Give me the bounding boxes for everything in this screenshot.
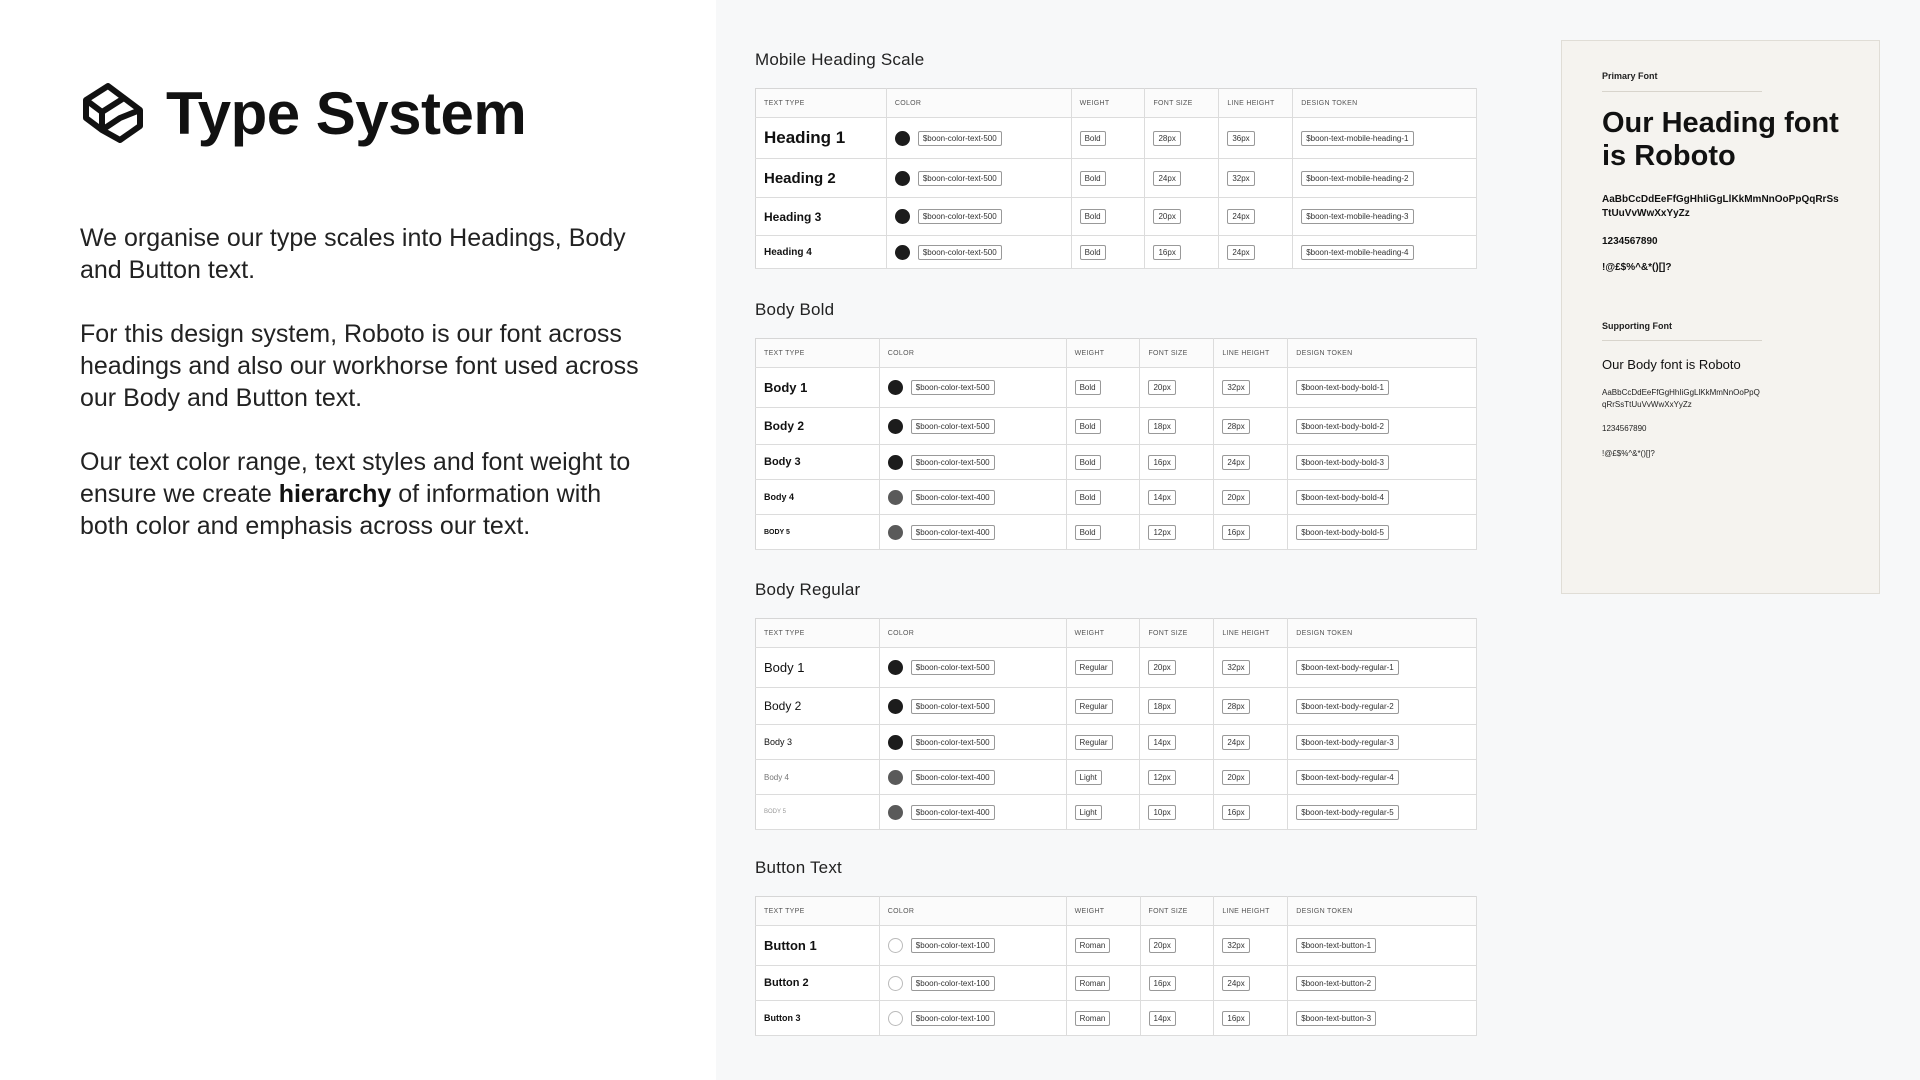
color-token: $boon-color-text-500 (918, 131, 1002, 146)
table-header-row (756, 89, 1477, 118)
text-type-sample: Button 3 (756, 1001, 880, 1036)
column-header: FONT SIZE (1140, 897, 1214, 926)
color-cell (879, 966, 1066, 1001)
table-row (756, 648, 1477, 688)
color-swatch (888, 699, 903, 714)
color-swatch (888, 660, 903, 675)
column-header: DESIGN TOKEN (1288, 619, 1477, 648)
color-cell (879, 926, 1066, 966)
table-header-row (756, 619, 1477, 648)
color-token: $boon-color-text-500 (911, 380, 995, 395)
design-token-tag: $boon-text-mobile-heading-2 (1301, 171, 1413, 186)
table-row (756, 445, 1477, 480)
font-size-cell (1140, 926, 1214, 966)
column-header: TEXT TYPE (756, 89, 887, 118)
weight-tag: Regular (1075, 735, 1113, 750)
intro-text-part: Our text color range, text styles and font weight to ensure we create (80, 448, 631, 508)
font-size-tag: 14px (1148, 735, 1175, 750)
design-token-tag: $boon-text-body-bold-3 (1296, 455, 1389, 470)
design-token-tag: $boon-text-body-regular-4 (1296, 770, 1399, 785)
supporting-font-numbers: 1234567890 (1602, 424, 1647, 433)
table-row (756, 725, 1477, 760)
table-row (756, 760, 1477, 795)
column-header: DESIGN TOKEN (1293, 89, 1477, 118)
color-token: $boon-color-text-500 (918, 209, 1002, 224)
column-header: TEXT TYPE (756, 897, 880, 926)
weight-tag: Light (1075, 805, 1102, 820)
weight-cell (1066, 725, 1140, 760)
column-header: WEIGHT (1066, 339, 1140, 368)
weight-tag: Light (1075, 770, 1102, 785)
color-swatch (888, 455, 903, 470)
color-swatch (888, 419, 903, 434)
column-header: COLOR (886, 89, 1071, 118)
column-header: COLOR (879, 619, 1066, 648)
color-token: $boon-color-text-500 (911, 699, 995, 714)
column-header: COLOR (879, 339, 1066, 368)
line-height-tag: 36px (1227, 131, 1254, 146)
table-row (756, 515, 1477, 550)
design-token-cell (1288, 368, 1477, 408)
color-swatch (888, 735, 903, 750)
column-header: WEIGHT (1071, 89, 1145, 118)
font-size-tag: 20px (1149, 938, 1176, 953)
table-row (756, 1001, 1477, 1036)
design-token-tag: $boon-text-mobile-heading-1 (1301, 131, 1413, 146)
line-height-cell (1214, 445, 1288, 480)
color-cell (879, 1001, 1066, 1036)
primary-font-alphabet: AaBbCcDdEeFfGgHhIiGgLlKkMmNnOoPpQqRrSsTtUuVvWwXxYyZz (1602, 194, 1839, 219)
text-type-sample: BODY 5 (756, 515, 880, 550)
design-token-cell (1288, 926, 1477, 966)
color-token: $boon-color-text-400 (911, 490, 995, 505)
color-cell (879, 795, 1066, 830)
line-height-tag: 20px (1222, 770, 1249, 785)
design-token-cell (1288, 795, 1477, 830)
color-swatch (895, 245, 910, 260)
color-cell (879, 445, 1066, 480)
line-height-tag: 32px (1222, 938, 1249, 953)
column-header: WEIGHT (1066, 619, 1140, 648)
column-header: COLOR (879, 897, 1066, 926)
table-header-row (756, 339, 1477, 368)
line-height-cell (1214, 515, 1288, 550)
column-header: TEXT TYPE (756, 619, 880, 648)
column-header: FONT SIZE (1140, 339, 1214, 368)
font-size-cell (1140, 1001, 1214, 1036)
line-height-tag: 20px (1222, 490, 1249, 505)
weight-cell (1071, 198, 1145, 236)
column-header: DESIGN TOKEN (1288, 897, 1477, 926)
color-swatch (888, 938, 903, 953)
color-token: $boon-color-text-500 (911, 455, 995, 470)
weight-tag: Bold (1075, 490, 1101, 505)
text-type-sample: Body 3 (756, 445, 880, 480)
table-row (756, 236, 1477, 269)
color-cell (886, 118, 1071, 159)
font-size-cell (1145, 118, 1219, 159)
text-type-sample: Body 4 (756, 760, 880, 795)
design-token-cell (1293, 198, 1477, 236)
color-swatch (895, 209, 910, 224)
type-scale-table (755, 338, 1477, 550)
line-height-tag: 16px (1222, 1011, 1249, 1026)
design-token-cell (1288, 760, 1477, 795)
page-header (80, 78, 526, 149)
design-token-tag: $boon-text-body-regular-5 (1296, 805, 1399, 820)
text-type-sample: Body 2 (756, 688, 880, 725)
font-size-tag: 20px (1148, 660, 1175, 675)
primary-font-symbols: !@£$%^&*()[]? (1602, 262, 1672, 273)
text-type-sample: Heading 2 (756, 159, 887, 198)
type-scale-section (755, 580, 1477, 830)
column-header: LINE HEIGHT (1214, 897, 1288, 926)
divider (1602, 91, 1762, 92)
intro-paragraph-1: We organise our type scales into Headings, Body and Button text. (80, 224, 626, 284)
column-header: WEIGHT (1066, 897, 1140, 926)
color-cell (886, 198, 1071, 236)
design-token-tag: $boon-text-button-1 (1296, 938, 1376, 953)
table-row (756, 198, 1477, 236)
design-token-cell (1288, 515, 1477, 550)
line-height-cell (1214, 368, 1288, 408)
text-type-sample: Button 1 (756, 926, 880, 966)
weight-tag: Regular (1075, 699, 1113, 714)
color-cell (879, 515, 1066, 550)
color-cell (886, 159, 1071, 198)
text-type-sample: Heading 3 (756, 198, 887, 236)
type-scale-section (755, 858, 1477, 1036)
weight-tag: Bold (1075, 419, 1101, 434)
weight-cell (1066, 688, 1140, 725)
line-height-tag: 24px (1222, 976, 1249, 991)
column-header: DESIGN TOKEN (1288, 339, 1477, 368)
text-type-sample: BODY 5 (756, 795, 880, 830)
font-size-tag: 14px (1149, 1011, 1176, 1026)
font-size-tag: 16px (1149, 976, 1176, 991)
type-scale-section (755, 50, 1477, 269)
weight-tag: Bold (1075, 455, 1101, 470)
line-height-cell (1214, 795, 1288, 830)
font-size-cell (1140, 966, 1214, 1001)
line-height-cell (1214, 926, 1288, 966)
color-swatch (888, 525, 903, 540)
table-row (756, 408, 1477, 445)
weight-cell (1071, 236, 1145, 269)
font-size-tag: 24px (1153, 171, 1180, 186)
color-token: $boon-color-text-500 (911, 735, 995, 750)
line-height-cell (1214, 966, 1288, 1001)
color-token: $boon-color-text-400 (911, 770, 995, 785)
weight-tag: Roman (1075, 1011, 1111, 1026)
weight-tag: Bold (1075, 380, 1101, 395)
font-size-cell (1140, 760, 1214, 795)
line-height-tag: 16px (1222, 805, 1249, 820)
line-height-tag: 16px (1222, 525, 1249, 540)
design-token-tag: $boon-text-body-regular-2 (1296, 699, 1399, 714)
intro-text-part: of information with both color and emphasis across our text. (80, 480, 602, 540)
color-cell (879, 408, 1066, 445)
weight-cell (1066, 795, 1140, 830)
text-type-sample: Body 1 (756, 368, 880, 408)
primary-font-heading: Our Heading font is Roboto (1602, 107, 1839, 172)
design-token-tag: $boon-text-button-2 (1296, 976, 1376, 991)
font-size-tag: 16px (1153, 245, 1180, 260)
text-type-sample: Body 2 (756, 408, 880, 445)
weight-cell (1066, 760, 1140, 795)
color-cell (879, 688, 1066, 725)
weight-cell (1066, 1001, 1140, 1036)
weight-cell (1066, 368, 1140, 408)
font-size-cell (1140, 480, 1214, 515)
supporting-font-symbols: !@£$%^&*()[]? (1602, 449, 1655, 458)
color-cell (879, 480, 1066, 515)
design-token-tag: $boon-text-body-bold-5 (1296, 525, 1389, 540)
design-token-tag: $boon-text-button-3 (1296, 1011, 1376, 1026)
line-height-tag: 28px (1222, 699, 1249, 714)
line-height-cell (1219, 159, 1293, 198)
font-size-cell (1145, 236, 1219, 269)
line-height-cell (1214, 480, 1288, 515)
table-row (756, 480, 1477, 515)
column-header: LINE HEIGHT (1214, 339, 1288, 368)
text-type-sample: Body 3 (756, 725, 880, 760)
weight-tag: Bold (1075, 525, 1101, 540)
text-type-sample: Heading 1 (756, 118, 887, 159)
line-height-cell (1214, 1001, 1288, 1036)
color-token: $boon-color-text-500 (918, 245, 1002, 260)
color-cell (886, 236, 1071, 269)
weight-tag: Roman (1075, 976, 1111, 991)
design-token-tag: $boon-text-mobile-heading-3 (1301, 209, 1413, 224)
line-height-cell (1214, 688, 1288, 725)
design-token-tag: $boon-text-body-regular-3 (1296, 735, 1399, 750)
color-token: $boon-color-text-100 (911, 1011, 995, 1026)
design-token-cell (1288, 1001, 1477, 1036)
color-swatch (888, 380, 903, 395)
weight-cell (1071, 159, 1145, 198)
section-title: Body Regular (755, 580, 861, 599)
primary-font-numbers: 1234567890 (1602, 236, 1658, 247)
line-height-cell (1214, 725, 1288, 760)
column-header: TEXT TYPE (756, 339, 880, 368)
table-row (756, 795, 1477, 830)
font-size-cell (1140, 725, 1214, 760)
cube-logo-icon (80, 78, 166, 149)
line-height-cell (1219, 198, 1293, 236)
design-token-cell (1293, 236, 1477, 269)
design-token-cell (1293, 118, 1477, 159)
column-header: LINE HEIGHT (1219, 89, 1293, 118)
design-token-tag: $boon-text-body-regular-1 (1296, 660, 1399, 675)
line-height-cell (1214, 760, 1288, 795)
text-type-sample: Button 2 (756, 966, 880, 1001)
color-token: $boon-color-text-500 (911, 419, 995, 434)
font-size-cell (1145, 159, 1219, 198)
color-token: $boon-color-text-400 (911, 525, 995, 540)
font-size-tag: 16px (1148, 455, 1175, 470)
design-token-tag: $boon-text-body-bold-1 (1296, 380, 1389, 395)
weight-tag: Bold (1080, 245, 1106, 260)
font-size-tag: 18px (1148, 419, 1175, 434)
table-row (756, 688, 1477, 725)
color-swatch (888, 770, 903, 785)
font-size-tag: 12px (1148, 525, 1175, 540)
line-height-cell (1219, 118, 1293, 159)
weight-tag: Bold (1080, 171, 1106, 186)
table-row (756, 159, 1477, 198)
color-swatch (888, 1011, 903, 1026)
intro-panel (0, 0, 716, 1080)
text-type-sample: Heading 4 (756, 236, 887, 269)
section-title: Mobile Heading Scale (755, 50, 925, 69)
design-token-cell (1288, 688, 1477, 725)
design-token-cell (1288, 480, 1477, 515)
type-scale-table (755, 88, 1477, 269)
weight-cell (1066, 926, 1140, 966)
table-row (756, 926, 1477, 966)
design-token-cell (1293, 159, 1477, 198)
intro-emphasis: hierarchy (278, 480, 392, 508)
line-height-tag: 32px (1222, 660, 1249, 675)
font-size-tag: 18px (1148, 699, 1175, 714)
supporting-font-heading: Our Body font is Roboto (1602, 357, 1741, 372)
line-height-cell (1219, 236, 1293, 269)
intro-paragraph-3 (80, 446, 650, 542)
color-cell (879, 368, 1066, 408)
weight-tag: Regular (1075, 660, 1113, 675)
font-size-tag: 12px (1148, 770, 1175, 785)
color-cell (879, 760, 1066, 795)
design-token-tag: $boon-text-body-bold-2 (1296, 419, 1389, 434)
weight-cell (1066, 408, 1140, 445)
color-token: $boon-color-text-500 (911, 660, 995, 675)
font-specimen-card (1561, 40, 1880, 594)
line-height-cell (1214, 408, 1288, 445)
font-size-tag: 10px (1148, 805, 1175, 820)
font-size-tag: 14px (1148, 490, 1175, 505)
weight-tag: Bold (1080, 209, 1106, 224)
section-title: Body Bold (755, 300, 835, 319)
font-size-tag: 20px (1148, 380, 1175, 395)
line-height-tag: 32px (1227, 171, 1254, 186)
intro-paragraph-2: For this design system, Roboto is our font across headings and also our workhorse font used across our Body and Button text. (80, 320, 639, 412)
design-token-cell (1288, 445, 1477, 480)
column-header: FONT SIZE (1145, 89, 1219, 118)
page-title: Type System (166, 80, 527, 147)
weight-tag: Bold (1080, 131, 1106, 146)
line-height-tag: 24px (1222, 735, 1249, 750)
font-size-tag: 20px (1153, 209, 1180, 224)
primary-font-label: Primary Font (1602, 71, 1658, 81)
weight-cell (1066, 480, 1140, 515)
design-token-tag: $boon-text-body-bold-4 (1296, 490, 1389, 505)
table-header-row (756, 897, 1477, 926)
line-height-tag: 24px (1222, 455, 1249, 470)
font-size-cell (1140, 445, 1214, 480)
supporting-font-alphabet: AaBbCcDdEeFfGgHhIiGgLlKkMmNnOoPpQqRrSsTtUuVvWwXxYyZz (1602, 388, 1760, 409)
color-swatch (895, 131, 910, 146)
line-height-cell (1214, 648, 1288, 688)
weight-cell (1066, 445, 1140, 480)
design-token-cell (1288, 408, 1477, 445)
column-header: FONT SIZE (1140, 619, 1214, 648)
weight-cell (1066, 515, 1140, 550)
design-token-cell (1288, 966, 1477, 1001)
type-scale-table (755, 896, 1477, 1036)
line-height-tag: 24px (1227, 209, 1254, 224)
line-height-tag: 32px (1222, 380, 1249, 395)
line-height-tag: 24px (1227, 245, 1254, 260)
font-size-cell (1140, 648, 1214, 688)
font-size-cell (1140, 408, 1214, 445)
font-size-cell (1140, 795, 1214, 830)
table-row (756, 118, 1477, 159)
color-swatch (888, 490, 903, 505)
divider (1602, 340, 1762, 341)
type-scale-section (755, 300, 1477, 550)
color-token: $boon-color-text-100 (911, 938, 995, 953)
color-token: $boon-color-text-400 (911, 805, 995, 820)
design-token-cell (1288, 725, 1477, 760)
weight-cell (1066, 966, 1140, 1001)
weight-cell (1071, 118, 1145, 159)
font-size-cell (1140, 368, 1214, 408)
text-type-sample: Body 1 (756, 648, 880, 688)
weight-tag: Roman (1075, 938, 1111, 953)
section-title: Button Text (755, 858, 842, 877)
color-token: $boon-color-text-500 (918, 171, 1002, 186)
design-token-cell (1288, 648, 1477, 688)
type-scale-table (755, 618, 1477, 830)
line-height-tag: 28px (1222, 419, 1249, 434)
text-type-sample: Body 4 (756, 480, 880, 515)
color-cell (879, 648, 1066, 688)
color-swatch (888, 976, 903, 991)
color-token: $boon-color-text-100 (911, 976, 995, 991)
font-size-cell (1140, 688, 1214, 725)
column-header: LINE HEIGHT (1214, 619, 1288, 648)
supporting-font-label: Supporting Font (1602, 321, 1672, 331)
font-size-cell (1140, 515, 1214, 550)
design-token-tag: $boon-text-mobile-heading-4 (1301, 245, 1413, 260)
color-swatch (895, 171, 910, 186)
table-row (756, 966, 1477, 1001)
weight-cell (1066, 648, 1140, 688)
color-swatch (888, 805, 903, 820)
table-row (756, 368, 1477, 408)
intro-text (80, 222, 650, 574)
font-size-cell (1145, 198, 1219, 236)
font-size-tag: 28px (1153, 131, 1180, 146)
color-cell (879, 725, 1066, 760)
